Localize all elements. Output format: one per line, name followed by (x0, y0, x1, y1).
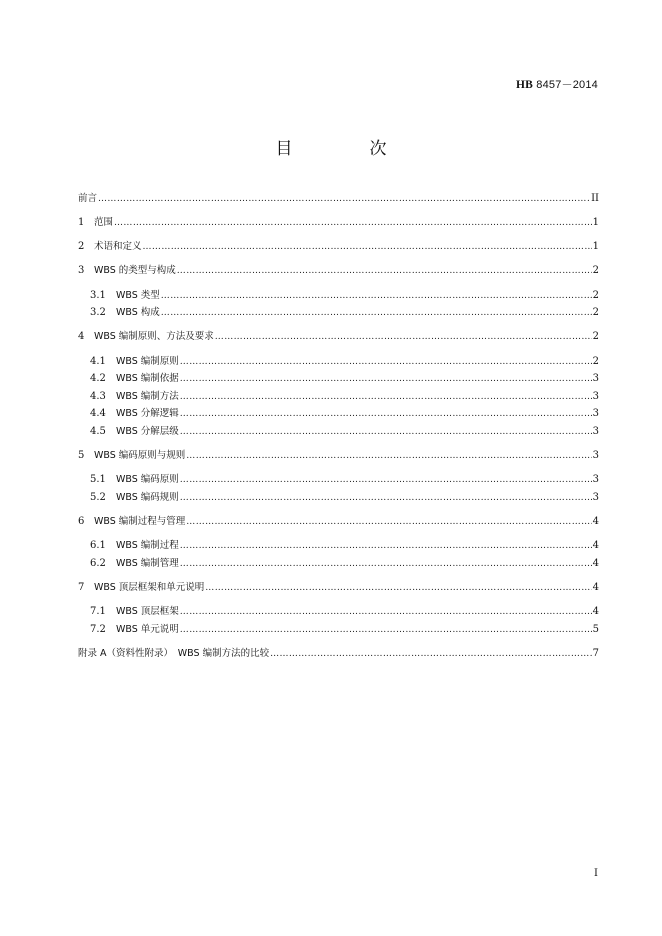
toc-entry-label: WBS 编码规则 (116, 492, 179, 503)
standard-code: 8457－2014 (536, 79, 598, 91)
toc-leader-dots (180, 606, 592, 618)
toc-entry-label: WBS 编制依据 (116, 373, 179, 384)
toc-subentry[interactable] (90, 554, 599, 570)
toc-entry-label: WBS 编制原则 (116, 356, 179, 367)
toc-entry-label: WBS 编制过程 (116, 540, 179, 551)
toc-entry-number: 4.2 (90, 373, 106, 384)
toc-title: 目 次 (275, 139, 417, 159)
toc-entry-number: 3.1 (90, 290, 106, 301)
toc-entry-page: 2 (592, 307, 599, 318)
toc-leader-dots (180, 426, 592, 438)
toc-leader-dots (98, 193, 590, 205)
toc-leader-dots (186, 450, 591, 462)
toc-leader-dots (161, 290, 592, 302)
toc-leader-dots (180, 558, 592, 570)
toc-entry-number: 3.2 (90, 307, 106, 318)
toc-entry-page: 2 (592, 331, 599, 342)
toc-entry-number: 4.1 (90, 356, 106, 367)
toc-entry-number: 2 (78, 241, 85, 252)
standard-prefix: HB (515, 79, 533, 91)
toc-leader-dots (180, 356, 592, 368)
toc-subentry[interactable] (90, 352, 599, 368)
toc-entry-page: 3 (592, 474, 599, 485)
toc-entry-page: 3 (592, 426, 599, 437)
toc-entry-page: 1 (592, 241, 599, 252)
toc-entry-page: 2 (592, 290, 599, 301)
toc-entry-label: WBS 分解逻辑 (116, 408, 179, 419)
toc-leader-dots (180, 474, 592, 486)
toc-leader-dots (180, 492, 592, 504)
toc-entry-number: 7.2 (90, 624, 106, 635)
toc-entry-label: WBS 编制过程与管理 (94, 516, 186, 527)
toc-subentry[interactable] (90, 369, 599, 385)
toc-entry[interactable] (78, 578, 599, 594)
toc-entry-label: 附录 A（资料性附录） WBS 编制方法的比较 (78, 648, 270, 659)
toc-leader-dots (143, 241, 592, 253)
toc-entry-label: WBS 编制原则、方法及要求 (94, 331, 214, 342)
toc-entry-page: 1 (592, 217, 599, 228)
toc-entry-page: 3 (592, 373, 599, 384)
toc-subentry[interactable] (90, 470, 599, 486)
toc-entry-number: 4.5 (90, 426, 106, 437)
toc-subentry[interactable] (90, 620, 599, 636)
toc-leader-dots (180, 408, 592, 420)
toc-entry-label: WBS 编码原则 (116, 474, 179, 485)
toc-entry-number: 6.1 (90, 540, 106, 551)
toc-entry-page: 7 (592, 648, 599, 659)
toc-entry-page: 4 (592, 582, 599, 593)
toc-leader-dots (205, 582, 591, 594)
toc-entry-page: 3 (592, 391, 599, 402)
toc-entry-label: WBS 编码原则与规则 (94, 450, 186, 461)
standard-number (516, 76, 598, 92)
toc-entry-number: 1 (78, 217, 85, 228)
toc-entry-number: 5.1 (90, 474, 106, 485)
toc-entry[interactable] (78, 644, 599, 660)
toc-entry[interactable] (78, 512, 599, 528)
toc-subentry[interactable] (90, 286, 599, 302)
toc-entry-number: 4.3 (90, 391, 106, 402)
toc-leader-dots (186, 516, 591, 528)
toc-entry-number: 4 (78, 331, 85, 342)
toc-subentry[interactable] (90, 602, 599, 618)
toc-leader-dots (180, 540, 592, 552)
toc-entry-page: 3 (592, 450, 599, 461)
toc-leader-dots (215, 331, 592, 343)
toc-subentry[interactable] (90, 536, 599, 552)
toc-entry[interactable] (78, 213, 599, 229)
toc-entry-page: 3 (592, 408, 599, 419)
toc-entry-label: WBS 单元说明 (116, 624, 179, 635)
toc-subentry[interactable] (90, 387, 599, 403)
toc-entry-number: 6.2 (90, 558, 106, 569)
toc-subentry[interactable] (90, 303, 599, 319)
toc-entry-page: 4 (592, 558, 599, 569)
toc-entry-page: II (591, 193, 599, 204)
toc-entry-page: 4 (592, 606, 599, 617)
toc-subentry[interactable] (90, 422, 599, 438)
page-number: I (594, 868, 598, 879)
toc-entry-number: 6 (78, 516, 85, 527)
toc-entry-page: 4 (592, 540, 599, 551)
toc-entry-label: WBS 编制方法 (116, 391, 179, 402)
toc-entry-page: 2 (592, 265, 599, 276)
toc-entry-label: 前言 (78, 193, 98, 204)
toc-entry-number: 7.1 (90, 606, 106, 617)
toc-entry[interactable] (78, 446, 599, 462)
toc-entry-number: 5 (78, 450, 85, 461)
toc-subentry[interactable] (90, 404, 599, 420)
toc-entry-label: 范围 (94, 217, 114, 228)
toc-entry-label: WBS 构成 (116, 307, 160, 318)
toc-entry-label: WBS 类型 (116, 290, 160, 301)
toc-entry-label: WBS 编制管理 (116, 558, 179, 569)
toc-entry[interactable] (78, 327, 599, 343)
toc-entry-number: 7 (78, 582, 85, 593)
toc-entry-page: 3 (592, 492, 599, 503)
toc-entry-label: WBS 的类型与构成 (94, 265, 176, 276)
toc-leader-dots (161, 307, 592, 319)
toc-leader-dots (180, 373, 592, 385)
toc-entry-page: 4 (592, 516, 599, 527)
toc-entry-page: 5 (592, 624, 599, 635)
toc-entry[interactable] (78, 261, 599, 277)
toc-entry[interactable] (78, 237, 599, 253)
toc-entry-label: WBS 顶层框架 (116, 606, 179, 617)
toc-leader-dots (177, 265, 592, 277)
toc-entry-number: 4.4 (90, 408, 106, 419)
toc-subentry[interactable] (90, 488, 599, 504)
toc-entry-label: WBS 分解层级 (116, 426, 179, 437)
toc-leader-dots (180, 624, 592, 636)
toc-leader-dots (270, 648, 592, 660)
toc-entry-number: 5.2 (90, 492, 106, 503)
toc-entry[interactable] (78, 189, 599, 205)
toc-entry-label: WBS 顶层框架和单元说明 (94, 582, 205, 593)
toc-entry-label: 术语和定义 (94, 241, 142, 252)
toc-leader-dots (180, 391, 592, 403)
toc-entry-number: 3 (78, 265, 85, 276)
toc-leader-dots (114, 217, 592, 229)
toc-entry-page: 2 (592, 356, 599, 367)
